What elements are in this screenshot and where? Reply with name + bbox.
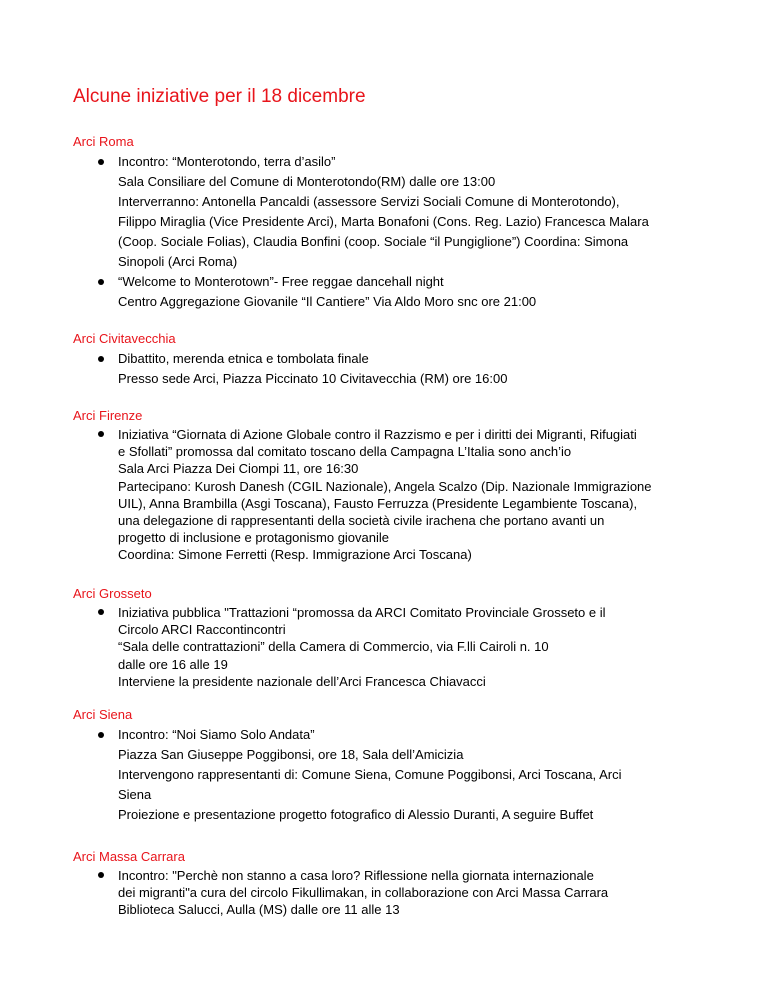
list-item — [73, 272, 713, 312]
document-title: Alcune iniziative per il 18 dicembre — [73, 86, 366, 107]
item-line: Interviene la presidente nazionale dell’Arci Francesca Chiavacci — [118, 673, 486, 689]
item-line: Filippo Miraglia (Vice Presidente Arci), Marta Bonafoni (Cons. Reg. Lazio) Francesca Malara — [118, 214, 649, 229]
item-line: Proiezione e presentazione progetto fotografico di Alessio Duranti, A seguire Buffet — [118, 807, 594, 822]
section-arci-civitavecchia — [73, 329, 713, 389]
list-item — [73, 426, 713, 564]
item-line: Coordina: Simone Ferretti (Resp. Immigrazione Arci Toscana) — [118, 547, 472, 563]
list-item — [73, 349, 713, 389]
item-line: Incontro: "Perchè non stanno a casa loro? Riflessione nella giornata internazionale — [118, 868, 594, 883]
item-line: “Welcome to Monterotown”- Free reggae dancehall night — [118, 274, 444, 289]
item-line: Circolo ARCI Raccontincontri — [118, 622, 286, 638]
list-item — [73, 867, 713, 919]
section-arci-siena — [73, 705, 713, 825]
section-arci-massa-carrara — [73, 847, 713, 919]
section-heading: Arci Firenze — [73, 408, 143, 423]
item-line: Presso sede Arci, Piazza Piccinato 10 Civitavecchia (RM) ore 16:00 — [118, 371, 508, 386]
item-line: Partecipano: Kurosh Danesh (CGIL Nazionale), Angela Scalzo (Dip. Nazionale Immigrazione — [118, 478, 652, 494]
item-line: “Sala delle contrattazioni” della Camera di Commercio, via F.lli Cairoli n. 10 — [118, 639, 549, 655]
section-heading: Arci Civitavecchia — [73, 331, 176, 346]
section-arci-firenze — [73, 406, 713, 564]
bullet-icon — [98, 159, 104, 165]
item-line: Sala Consiliare del Comune di Monterotondo(RM) dalle ore 13:00 — [118, 174, 496, 189]
item-line: una delegazione di rappresentanti della società civile irachena che portano avanti un — [118, 513, 605, 529]
item-line: UIL), Anna Brambilla (Asgi Toscana), Fausto Ferruzza (Presidente Legambiente Toscana), — [118, 495, 638, 511]
item-line: Iniziativa “Giornata di Azione Globale contro il Razzismo e per i diritti dei Migranti, Rifugiati — [118, 427, 637, 442]
item-line: Interverranno: Antonella Pancaldi (assessore Servizi Sociali Comune di Monterotondo), — [118, 194, 620, 209]
bullet-icon — [98, 609, 104, 615]
section-arci-roma — [73, 132, 713, 312]
section-heading: Arci Siena — [73, 707, 133, 722]
item-line: Incontro: “Noi Siamo Solo Andata” — [118, 727, 315, 742]
item-line: Intervengono rappresentanti di: Comune Siena, Comune Poggibonsi, Arci Toscana, Arci — [118, 767, 622, 782]
list-item — [73, 152, 713, 272]
item-line: progetto di inclusione e protagonismo giovanile — [118, 530, 390, 546]
bullet-icon — [98, 872, 104, 878]
item-line: e Sfollati” promossa dal comitato toscano della Campagna L’Italia sono anch’io — [118, 444, 572, 460]
item-line: (Coop. Sociale Folias), Claudia Bonfini (coop. Sociale “il Pungiglione”) Coordina: Simona — [118, 234, 629, 249]
bullet-icon — [98, 732, 104, 738]
item-line: Piazza San Giuseppe Poggibonsi, ore 18, Sala dell’Amicizia — [118, 747, 464, 762]
bullet-icon — [98, 356, 104, 362]
bullet-icon — [98, 279, 104, 285]
item-line: dei migranti"a cura del circolo Fikullimakan, in collaborazione con Arci Massa Carrara — [118, 885, 609, 901]
list-item — [73, 604, 713, 690]
item-line: Dibattito, merenda etnica e tombolata finale — [118, 351, 369, 366]
item-line: Sala Arci Piazza Dei Ciompi 11, ore 16:30 — [118, 461, 359, 477]
section-arci-grosseto — [73, 584, 713, 690]
section-heading: Arci Grosseto — [73, 586, 152, 601]
list-item — [73, 725, 713, 825]
item-line: Iniziativa pubblica "Trattazioni “promossa da ARCI Comitato Provinciale Grosseto e il — [118, 605, 606, 620]
item-line: Sinopoli (Arci Roma) — [118, 254, 238, 269]
item-line: Biblioteca Salucci, Aulla (MS) dalle ore 11 alle 13 — [118, 902, 400, 918]
bullet-icon — [98, 431, 104, 437]
item-line: Incontro: “Monterotondo, terra d’asilo” — [118, 154, 336, 169]
item-line: dalle ore 16 alle 19 — [118, 656, 228, 672]
item-line: Centro Aggregazione Giovanile “Il Cantiere” Via Aldo Moro snc ore 21:00 — [118, 294, 537, 309]
item-line: Siena — [118, 787, 152, 802]
section-heading: Arci Roma — [73, 134, 134, 149]
section-heading: Arci Massa Carrara — [73, 849, 185, 864]
